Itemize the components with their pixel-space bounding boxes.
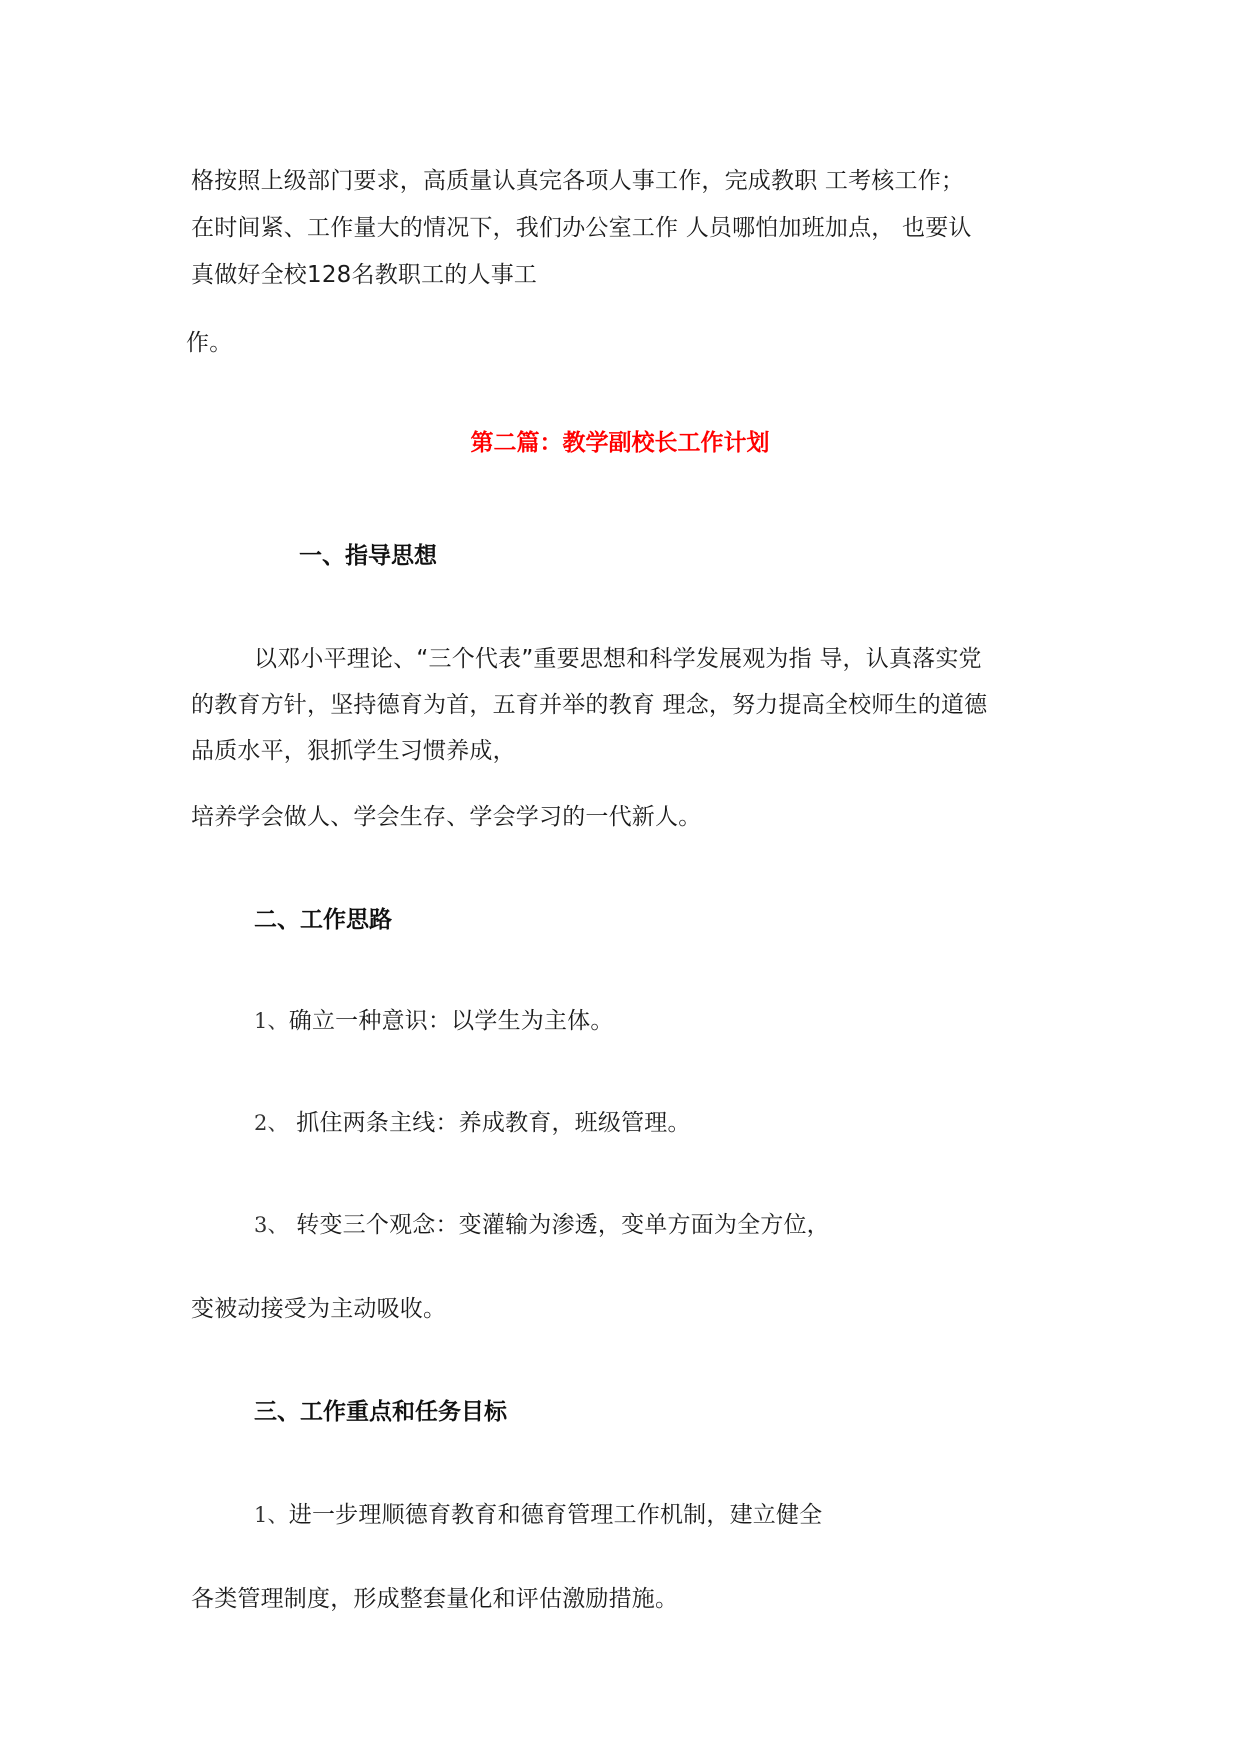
intro-line-2: 在时间紧、工作量大的情况下，我们办公室工作 人员哪怕加班加点， 也要认: [191, 215, 972, 241]
section2-item-3: [254, 1210, 830, 1240]
item-number: 1、: [254, 1503, 289, 1527]
item-number: 3、: [254, 1213, 289, 1237]
item-number: 2、: [254, 1111, 289, 1135]
item-number: 1、: [254, 1009, 289, 1033]
section2-item-1: [254, 1006, 614, 1036]
item-text: 转变三个观念：变灌输为渗透，变单方面为全方位，: [288, 1212, 830, 1238]
section-heading-work-approach: 二、工作思路: [254, 907, 392, 933]
item-text: 确立一种意识：以学生为主体。: [288, 1008, 614, 1034]
section1-line-1: 以邓小平理论、“三个代表”重要思想和科学发展观为指 导，认真落实党: [254, 646, 982, 672]
section3-continuation: 各类管理制度，形成整套量化和评估激励措施。: [191, 1586, 679, 1612]
section1-line-2: 的教育方针，坚持德育为首，五育并举的教育 理念，努力提高全校师生的道德: [191, 692, 988, 718]
item-text: 抓住两条主线：养成教育，班级管理。: [288, 1110, 691, 1136]
intro-line-4: 作。: [186, 330, 233, 356]
section2-item-2: [254, 1108, 691, 1138]
section2-continuation: 变被动接受为主动吸收。: [191, 1296, 447, 1322]
document-title: 第二篇：教学副校长工作计划: [470, 430, 770, 456]
section-heading-guiding-ideology: 一、指导思想: [299, 543, 437, 569]
intro-line-3: 真做好全校128名教职工的人事工: [191, 262, 538, 288]
section3-item-1: [254, 1500, 822, 1530]
section1-line-3: 品质水平，狠抓学生习惯养成，: [191, 738, 516, 764]
section1-line-4: 培养学会做人、学会生存、学会学习的一代新人。: [191, 804, 702, 830]
intro-line-1: 格按照上级部门要求，高质量认真完各项人事工作，完成教职 工考核工作；: [191, 168, 965, 194]
section-heading-key-tasks: 三、工作重点和任务目标: [254, 1399, 507, 1425]
item-text: 进一步理顺德育教育和德育管理工作机制，建立健全: [288, 1502, 823, 1528]
